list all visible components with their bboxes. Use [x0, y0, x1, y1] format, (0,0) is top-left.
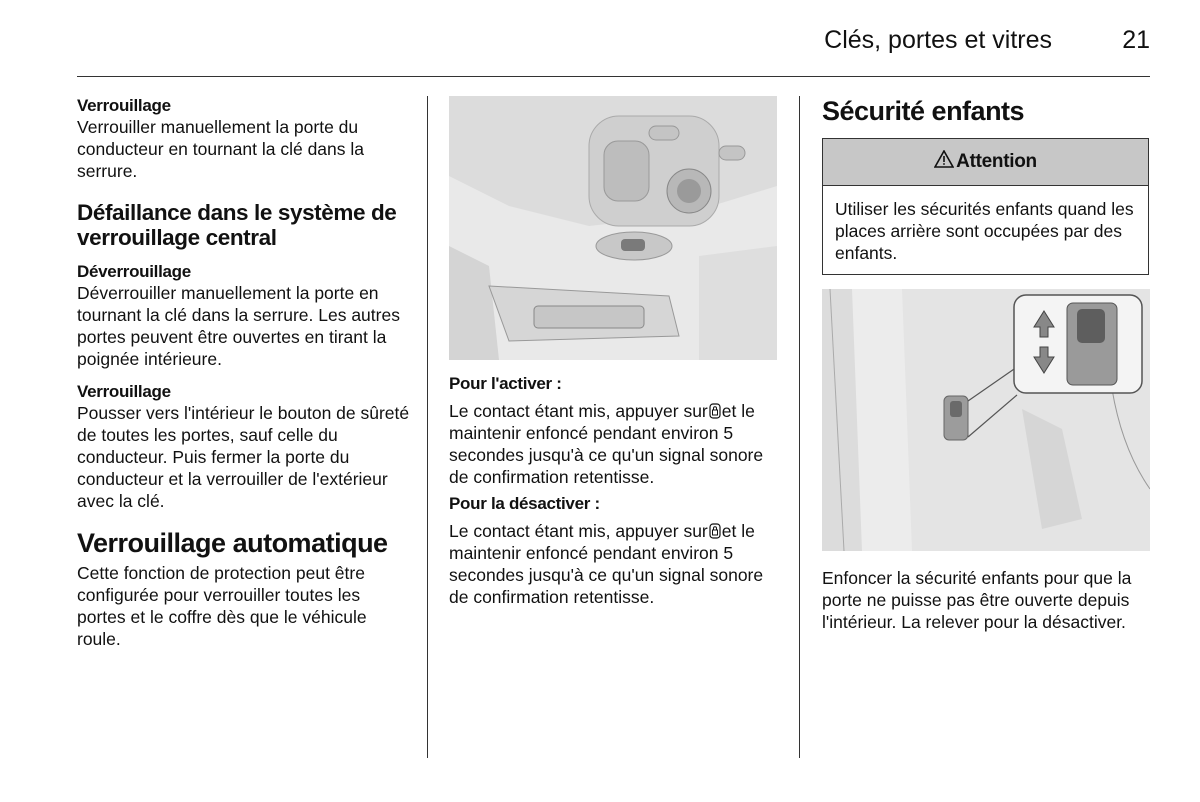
subheading-activer: Pour l'activer : [449, 374, 562, 393]
heading-defaillance: Défaillance dans le système de verrouillage central [77, 200, 397, 250]
column-right [822, 96, 1152, 633]
heading-securite-enfants: Sécurité enfants [822, 96, 1025, 126]
section-title: Clés, portes et vitres [824, 26, 1052, 54]
paragraph: Pousser vers l'intérieur le bouton de sûreté de toutes les portes, sauf celle du conducteur. Puis fermer la porte du conducteur et la verrouiller de l'extérieur avec la clé. [77, 403, 410, 511]
page-header [77, 22, 1150, 77]
heading-verrouillage-automatique: Verrouillage automatique [77, 528, 388, 558]
paragraph: Déverrouiller manuellement la porte en tournant la clé dans la serrure. Les autres portes peuvent être ouvertes en tirant la poignée intérieure. [77, 283, 400, 369]
warning-box [822, 138, 1149, 275]
subheading-deverrouillage: Déverrouillage [77, 262, 191, 281]
subheading-desactiver: Pour la désactiver : [449, 494, 600, 513]
paragraph-desactiver: Le contact étant mis, appuyer sur et le maintenir enfoncé pendant environ 5 secondes jusqu'à ce qu'un signal sonore de confirmation retentisse. [449, 521, 764, 607]
warning-text: Utiliser les sécurités enfants quand les places arrière sont occupées par des enfants. [835, 199, 1134, 263]
warning-header [823, 139, 1148, 186]
illustration-overhead-console [449, 96, 777, 360]
subheading-verrouillage: Verrouillage [77, 96, 171, 115]
illustration-child-lock [822, 289, 1150, 551]
paragraph: Cette fonction de protection peut être configurée pour verrouiller toutes les portes et le coffre dès que le véhicule roule. [77, 563, 367, 649]
warning-title: Attention [956, 151, 1037, 172]
column-divider [799, 96, 800, 758]
warning-triangle-icon [934, 150, 954, 174]
paragraph-activer: Le contact étant mis, appuyer sur et le maintenir enfoncé pendant environ 5 secondes jusqu'à ce qu'un signal sonore de confirmation retentisse. [449, 401, 764, 487]
subheading-verrouillage-2: Verrouillage [77, 382, 171, 401]
column-left [77, 96, 412, 650]
lock-button-icon [709, 402, 721, 418]
lock-button-icon [709, 522, 721, 538]
caption-child-lock: Enfoncer la sécurité enfants pour que la porte ne puisse pas être ouverte depuis l'intérieur. La relever pour la désactiver. [822, 568, 1132, 632]
column-middle [449, 96, 779, 608]
column-divider [427, 96, 428, 758]
paragraph: Verrouiller manuellement la porte du conducteur en tournant la clé dans la serrure. [77, 117, 364, 181]
page-number: 21 [1122, 26, 1150, 54]
